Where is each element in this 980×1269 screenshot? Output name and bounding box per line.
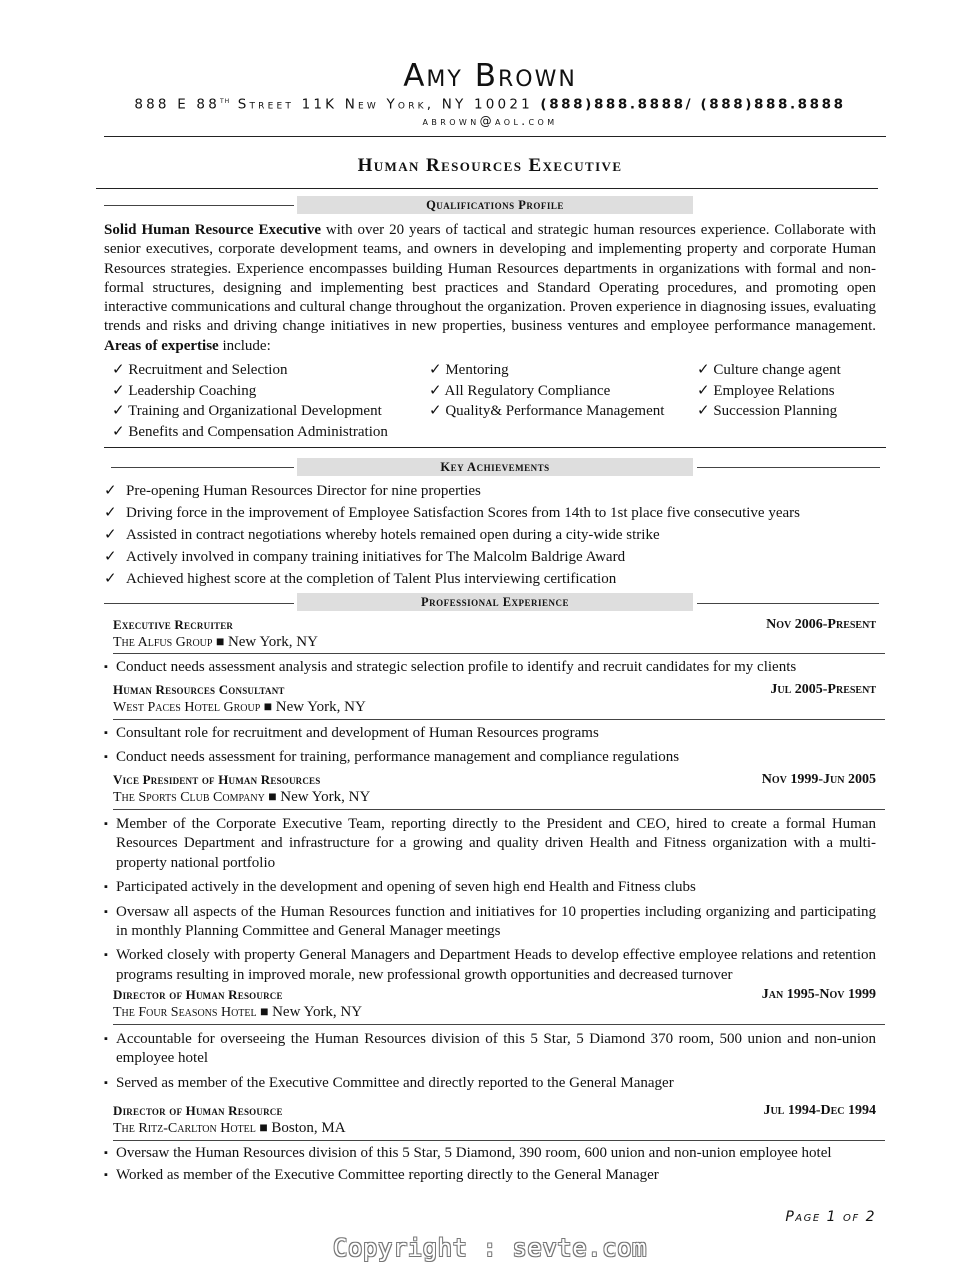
- job-title: Vice President of Human Resources: [113, 772, 321, 787]
- header-divider: [104, 136, 886, 137]
- job-bullets: [104, 1144, 876, 1186]
- copyright-watermark: Copyright : sevte.com: [333, 1234, 647, 1262]
- qualifications-divider: [104, 447, 886, 448]
- job-divider: [113, 653, 885, 654]
- job-title: Director of Human Resource: [113, 1103, 283, 1118]
- job-bullet: ▪ Conduct needs assessment for training, performance management and compliance regulations: [104, 749, 680, 766]
- expertise-item: ✓ Culture change agent: [697, 362, 841, 378]
- job-bullet: ▪ Oversaw the Human Resources division of this 5 Star, 5 Diamond, 390 room, 600 union and non-union employee hotel: [104, 1145, 832, 1161]
- job-bullet: ▪ Worked closely with property General Managers and Department Heads to develop effective employee relations and retention programs resulting in improved morale, new professional growth opportunities and decreased turnover: [104, 947, 876, 983]
- job-dates: Jul 1994-Dec 1994: [763, 1103, 876, 1118]
- expertise-item: ✓ Leadership Coaching: [112, 382, 257, 399]
- job-bullet: ▪ Worked as member of the Executive Committee reporting directly to the General Manager: [104, 1167, 659, 1184]
- profile-lead: Solid Human Resource Executive: [104, 222, 321, 238]
- job-dates: Jul 2005-Present: [770, 682, 876, 697]
- job-entry: [113, 682, 876, 716]
- title-divider: [96, 188, 878, 189]
- job-divider: [113, 719, 885, 720]
- achievements-list: [104, 480, 800, 590]
- address-part-a: 888 E 88: [134, 96, 221, 113]
- candidate-name: Amy Brown: [403, 58, 577, 94]
- email-address: abrown@aol.com: [422, 114, 558, 128]
- job-dates: Jan 1995-Nov 1999: [761, 987, 876, 1002]
- job-bullets: [104, 815, 876, 985]
- section-header-achievements: Key Achievements: [297, 458, 693, 476]
- section-header-qualifications: Qualifications Profile: [297, 196, 693, 214]
- phone-numbers: (888)888.8888/ (888)888.8888: [540, 96, 846, 113]
- section-rule-left: [104, 603, 294, 604]
- address-superscript: th: [220, 96, 231, 105]
- job-entry: [113, 987, 876, 1021]
- job-bullet: ▪ Served as member of the Executive Committee and directly reported to the General Manager: [104, 1074, 674, 1091]
- job-entry: [113, 1103, 876, 1137]
- section-header-experience: Professional Experience: [297, 593, 693, 611]
- job-bullets: [104, 724, 876, 768]
- job-entry: [113, 772, 876, 806]
- section-rule-right: [697, 603, 879, 604]
- page-number: Page 1 of 2: [785, 1209, 876, 1225]
- job-bullet: ▪ Member of the Corporate Executive Team, reporting directly to the President and CEO, hired to create a formal Human Resources Department and infrastructure for a growing and quality driven Health and Fitness organization with a multi-property national portfolio: [104, 816, 876, 871]
- job-company: The Sports Club Company ■ New York, NY: [113, 789, 371, 805]
- expertise-item: ✓ Quality& Performance Management: [429, 403, 665, 420]
- section-rule-right: [697, 467, 880, 468]
- expertise-item: ✓ Recruitment and Selection: [112, 362, 288, 378]
- job-dates: Nov 1999-Jun 2005: [761, 772, 876, 787]
- profile-expertise-tail: include:: [218, 337, 271, 354]
- expertise-column-2: [429, 360, 664, 422]
- expertise-item: ✓ Training and Organizational Development: [112, 403, 382, 420]
- achievement-item: ✓ Driving force in the improvement of Employee Satisfaction Scores from 14th to 1st place five consecutive years: [104, 505, 800, 521]
- profile-expertise-label: Areas of expertise: [104, 337, 219, 354]
- job-company: The Alfus Group ■ New York, NY: [113, 634, 318, 650]
- expertise-item: ✓ Mentoring: [429, 362, 509, 378]
- expertise-column-3: [697, 360, 841, 422]
- job-title: Human Resources Consultant: [113, 682, 285, 697]
- achievement-item: ✓ Actively involved in company training initiatives for The Malcolm Baldrige Award: [104, 549, 626, 565]
- expertise-item: ✓ Succession Planning: [697, 403, 838, 420]
- job-bullet: ▪ Consultant role for recruitment and development of Human Resources programs: [104, 725, 599, 741]
- job-company: The Four Seasons Hotel ■ New York, NY: [113, 1004, 363, 1020]
- address-part-b: Street 11K New York, NY 10021: [230, 96, 541, 113]
- job-divider: [113, 1140, 885, 1141]
- achievement-item: ✓ Achieved highest score at the completion of Talent Plus interviewing certification: [104, 571, 617, 587]
- job-title: Director of Human Resource: [113, 987, 283, 1002]
- job-divider: [113, 809, 885, 810]
- expertise-item: ✓ All Regulatory Compliance: [429, 382, 611, 399]
- section-rule-left: [104, 205, 294, 206]
- job-bullet: ▪ Conduct needs assessment analysis and strategic selection profile to identify and recruit candidates for my clients: [104, 659, 797, 675]
- section-rule-left: [111, 467, 294, 468]
- achievement-item: ✓ Pre-opening Human Resources Director for nine properties: [104, 483, 481, 499]
- qualifications-paragraph: [104, 221, 876, 356]
- expertise-column-1: [112, 360, 388, 443]
- expertise-item: ✓ Benefits and Compensation Administration: [112, 424, 388, 441]
- expertise-item: ✓ Employee Relations: [697, 382, 835, 399]
- job-bullet: ▪ Accountable for overseeing the Human Resources division of this 5 Star, 5 Diamond 370 room, 500 union and non-union employee hotel: [104, 1031, 876, 1067]
- job-bullet: ▪ Participated actively in the development and opening of seven high end Health and Fitness clubs: [104, 879, 696, 896]
- job-company: The Ritz-Carlton Hotel ■ Boston, MA: [113, 1120, 346, 1136]
- job-divider: [113, 1024, 885, 1025]
- job-entry: [113, 617, 876, 651]
- job-title: Executive Recruiter: [113, 617, 234, 632]
- job-bullets: [104, 1030, 876, 1093]
- resume-title: Human Resources Executive: [357, 155, 623, 176]
- contact-line: [0, 96, 980, 113]
- achievement-item: ✓ Assisted in contract negotiations whereby hotels remained open during a city-wide strike: [104, 527, 660, 543]
- job-dates: Nov 2006-Present: [766, 617, 876, 632]
- job-company: West Paces Hotel Group ■ New York, NY: [113, 699, 366, 715]
- job-bullet: ▪ Oversaw all aspects of the Human Resources function and initiatives for 10 properties including organizing and participating in monthly Planning Committee and General Manager meetings: [104, 903, 876, 940]
- job-bullets: [104, 658, 876, 677]
- profile-text: with over 20 years of tactical and strategic human resources experience. Collaborate with senior executives, corporate development teams, and owners in developing and implementing property and corporate Human Resources strategies. Experience encompasses building Human Resources departments in organizations with formal and non-formal structures, designing and implementing best practices and Standard Operating procedures, and promoting open interactive communications and cultural change throughout the organization. Proven experience in diagnosing issues, evaluating trends and risks and driving change initiatives in new properties, business ventures and employee performance management.: [104, 222, 876, 335]
